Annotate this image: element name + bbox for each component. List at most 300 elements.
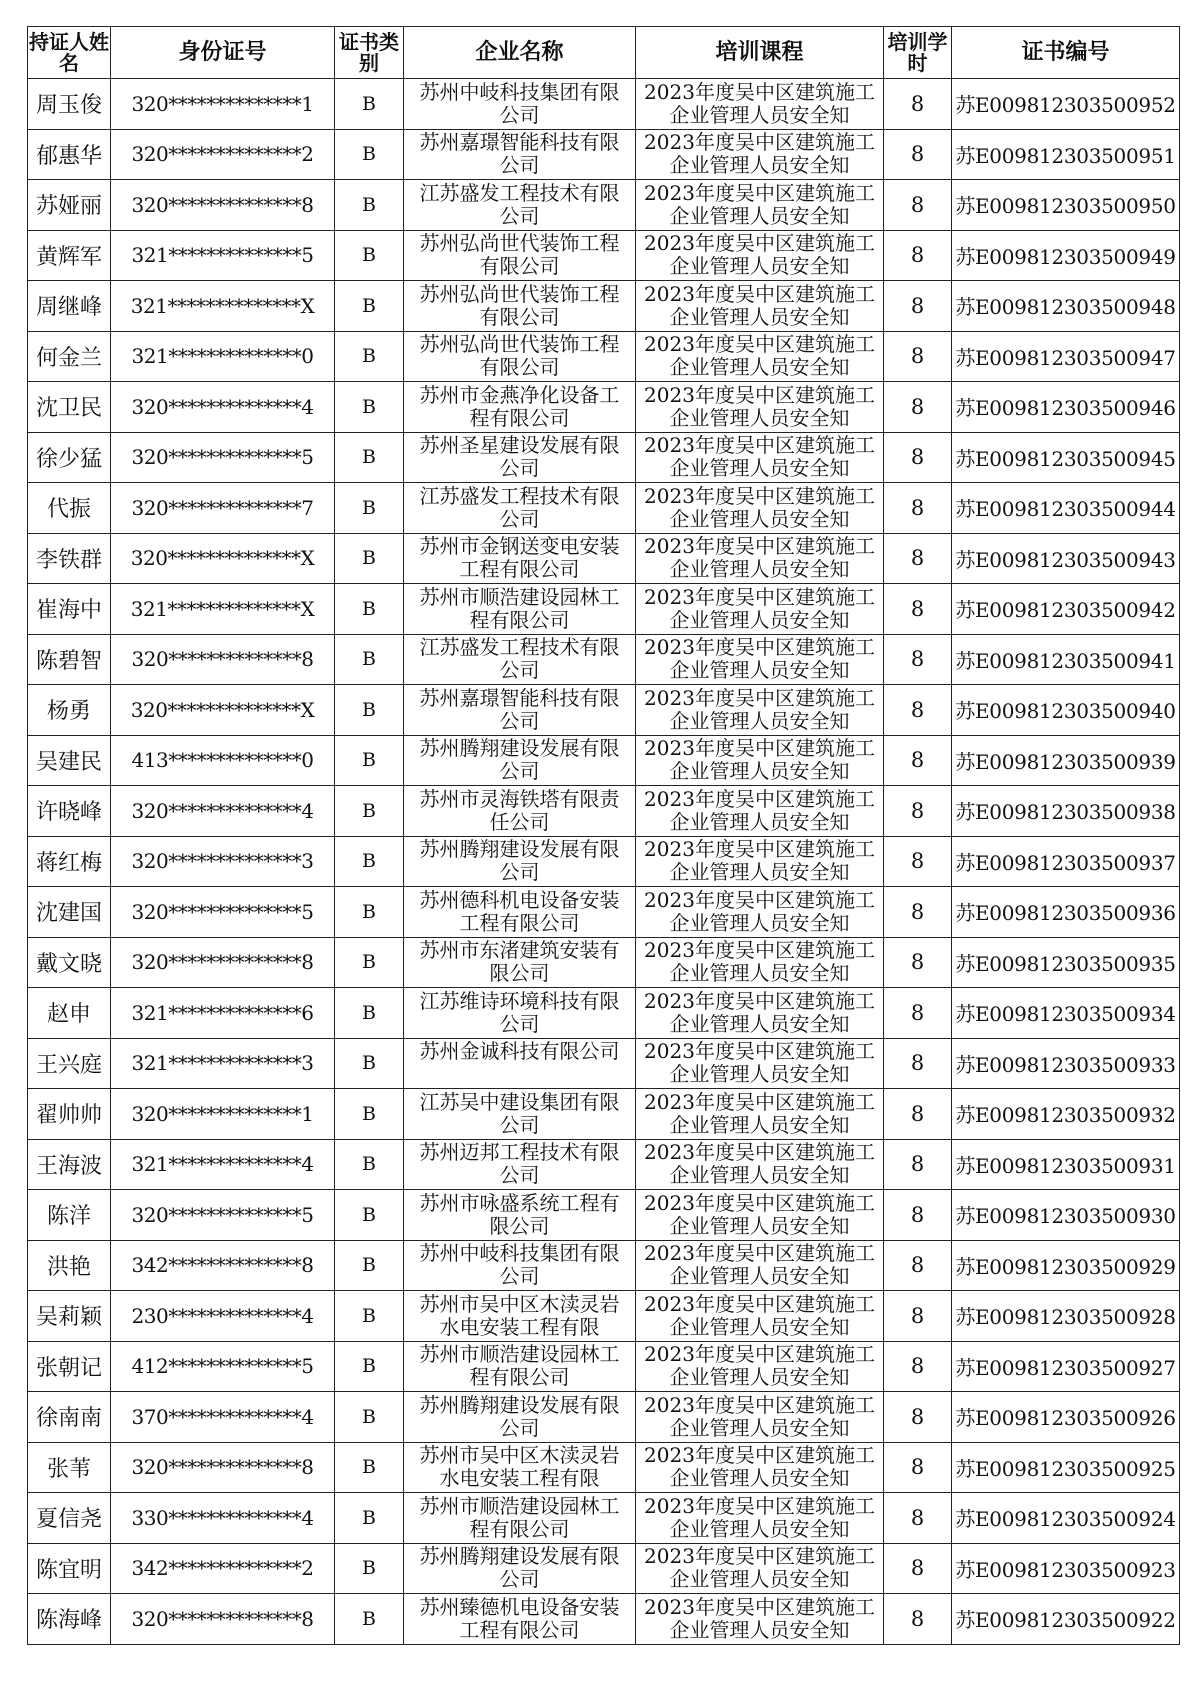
training-course-cell-text: 2023年度吴中区建筑施工企业管理人员安全知 xyxy=(644,80,875,127)
company-name-cell-text: 苏州腾翔建设发展有限公司 xyxy=(419,1545,620,1592)
cert-category-cell: B xyxy=(335,1392,404,1443)
table-row xyxy=(28,129,1180,180)
cert-category-cell: B xyxy=(335,79,404,130)
id-number-cell: 320**************8 xyxy=(111,180,335,231)
training-course-cell xyxy=(636,382,884,433)
company-name-cell xyxy=(404,1089,636,1140)
training-hours-cell: 8 xyxy=(884,382,952,433)
header-training-course: 培训课程 xyxy=(636,27,884,79)
training-course-cell-text: 2023年度吴中区建筑施工企业管理人员安全知 xyxy=(644,181,875,228)
table-body xyxy=(28,79,1180,1645)
company-name-cell xyxy=(404,1442,636,1493)
training-hours-cell: 8 xyxy=(884,887,952,938)
id-number-cell: 320**************5 xyxy=(111,1190,335,1241)
training-course-cell xyxy=(636,1392,884,1443)
company-name-cell-text: 苏州弘尚世代装饰工程有限公司 xyxy=(419,232,620,279)
training-course-cell-text: 2023年度吴中区建筑施工企业管理人员安全知 xyxy=(644,1494,875,1541)
company-name-cell-text: 江苏盛发工程技术有限公司 xyxy=(419,484,620,531)
training-course-cell-text: 2023年度吴中区建筑施工企业管理人员安全知 xyxy=(644,434,875,481)
holder-name-cell: 戴文晓 xyxy=(28,937,111,988)
training-course-cell xyxy=(636,634,884,685)
table-row xyxy=(28,1139,1180,1190)
cert-category-cell: B xyxy=(335,331,404,382)
company-name-cell xyxy=(404,432,636,483)
cert-number-cell: 苏E009812303500948 xyxy=(952,281,1180,332)
company-name-cell xyxy=(404,382,636,433)
training-course-cell-text: 2023年度吴中区建筑施工企业管理人员安全知 xyxy=(644,1292,875,1339)
table-row xyxy=(28,634,1180,685)
company-name-cell xyxy=(404,79,636,130)
holder-name-cell: 陈宜明 xyxy=(28,1543,111,1594)
cert-category-cell: B xyxy=(335,180,404,231)
holder-name-cell: 吴莉颖 xyxy=(28,1291,111,1342)
training-course-cell-text: 2023年度吴中区建筑施工企业管理人员安全知 xyxy=(644,1595,875,1642)
training-hours-cell: 8 xyxy=(884,281,952,332)
company-name-cell-text: 苏州市吴中区木渎灵岩水电安装工程有限 xyxy=(419,1444,620,1491)
cert-number-cell: 苏E009812303500936 xyxy=(952,887,1180,938)
id-number-cell: 320**************3 xyxy=(111,836,335,887)
cert-number-cell: 苏E009812303500924 xyxy=(952,1493,1180,1544)
cert-category-cell: B xyxy=(335,1190,404,1241)
company-name-cell xyxy=(404,1038,636,1089)
company-name-cell xyxy=(404,230,636,281)
company-name-cell-text: 江苏盛发工程技术有限公司 xyxy=(419,181,620,228)
training-hours-cell: 8 xyxy=(884,79,952,130)
company-name-cell-text: 苏州腾翔建设发展有限公司 xyxy=(419,838,620,885)
training-course-cell xyxy=(636,584,884,635)
company-name-cell-text: 苏州德科机电设备安装工程有限公司 xyxy=(419,888,620,935)
cert-category-cell: B xyxy=(335,1341,404,1392)
table-row xyxy=(28,988,1180,1039)
id-number-cell: 321**************6 xyxy=(111,988,335,1039)
training-course-cell xyxy=(636,230,884,281)
holder-name-cell: 陈洋 xyxy=(28,1190,111,1241)
cert-category-cell: B xyxy=(335,432,404,483)
header-cert-number: 证书编号 xyxy=(952,27,1180,79)
table-row xyxy=(28,180,1180,231)
training-hours-cell: 8 xyxy=(884,584,952,635)
company-name-cell-text: 苏州市吴中区木渎灵岩水电安装工程有限 xyxy=(419,1292,620,1339)
cert-category-cell: B xyxy=(335,887,404,938)
header-holder-name: 持证人姓名 xyxy=(28,27,111,79)
holder-name-cell: 苏娅丽 xyxy=(28,180,111,231)
table-row xyxy=(28,1594,1180,1645)
company-name-cell xyxy=(404,1543,636,1594)
training-hours-cell: 8 xyxy=(884,937,952,988)
holder-name-cell: 张朝记 xyxy=(28,1341,111,1392)
table-row xyxy=(28,533,1180,584)
company-name-cell-text: 苏州迈邦工程技术有限公司 xyxy=(419,1141,620,1188)
cert-number-cell: 苏E009812303500946 xyxy=(952,382,1180,433)
cert-category-cell: B xyxy=(335,1543,404,1594)
company-name-cell xyxy=(404,1392,636,1443)
training-hours-cell: 8 xyxy=(884,129,952,180)
table-row xyxy=(28,382,1180,433)
table-row xyxy=(28,1493,1180,1544)
table-row xyxy=(28,230,1180,281)
training-course-cell-text: 2023年度吴中区建筑施工企业管理人员安全知 xyxy=(644,232,875,279)
id-number-cell: 330**************4 xyxy=(111,1493,335,1544)
training-course-cell xyxy=(636,79,884,130)
company-name-cell-text: 苏州臻德机电设备安装工程有限公司 xyxy=(419,1595,620,1642)
id-number-cell: 320**************8 xyxy=(111,1594,335,1645)
id-number-cell: 230**************4 xyxy=(111,1291,335,1342)
company-name-cell-text: 苏州嘉璟智能科技有限公司 xyxy=(419,131,620,178)
table-row xyxy=(28,1341,1180,1392)
company-name-cell xyxy=(404,685,636,736)
training-hours-cell: 8 xyxy=(884,1190,952,1241)
company-name-cell-text: 苏州金诚科技有限公司 xyxy=(419,1040,620,1064)
cert-number-cell: 苏E009812303500932 xyxy=(952,1089,1180,1140)
training-course-cell xyxy=(636,1493,884,1544)
training-course-cell xyxy=(636,685,884,736)
training-course-cell xyxy=(636,432,884,483)
id-number-cell: 320**************1 xyxy=(111,79,335,130)
training-course-cell xyxy=(636,1089,884,1140)
id-number-cell: 321**************5 xyxy=(111,230,335,281)
training-course-cell xyxy=(636,1038,884,1089)
cert-number-cell: 苏E009812303500925 xyxy=(952,1442,1180,1493)
holder-name-cell: 陈碧智 xyxy=(28,634,111,685)
training-course-cell xyxy=(636,1139,884,1190)
company-name-cell-text: 苏州市咏盛系统工程有限公司 xyxy=(419,1191,620,1238)
company-name-cell xyxy=(404,584,636,635)
id-number-cell: 320**************8 xyxy=(111,937,335,988)
holder-name-cell: 何金兰 xyxy=(28,331,111,382)
company-name-cell-text: 苏州嘉璟智能科技有限公司 xyxy=(419,686,620,733)
company-name-cell-text: 苏州中岐科技集团有限公司 xyxy=(419,1242,620,1289)
company-name-cell-text: 苏州腾翔建设发展有限公司 xyxy=(419,1393,620,1440)
id-number-cell: 321**************3 xyxy=(111,1038,335,1089)
training-course-cell xyxy=(636,937,884,988)
id-number-cell: 342**************8 xyxy=(111,1240,335,1291)
header-training-hours: 培训学时 xyxy=(884,27,952,79)
training-hours-cell: 8 xyxy=(884,180,952,231)
id-number-cell: 320**************1 xyxy=(111,1089,335,1140)
training-course-cell-text: 2023年度吴中区建筑施工企业管理人员安全知 xyxy=(644,282,875,329)
table-row xyxy=(28,483,1180,534)
training-course-cell xyxy=(636,533,884,584)
cert-category-cell: B xyxy=(335,230,404,281)
training-course-cell-text: 2023年度吴中区建筑施工企业管理人员安全知 xyxy=(644,1545,875,1592)
training-course-cell-text: 2023年度吴中区建筑施工企业管理人员安全知 xyxy=(644,1141,875,1188)
company-name-cell xyxy=(404,1594,636,1645)
cert-number-cell: 苏E009812303500952 xyxy=(952,79,1180,130)
holder-name-cell: 吴建民 xyxy=(28,735,111,786)
training-hours-cell: 8 xyxy=(884,432,952,483)
table-row xyxy=(28,735,1180,786)
cert-category-cell: B xyxy=(335,836,404,887)
id-number-cell: 342**************2 xyxy=(111,1543,335,1594)
company-name-cell-text: 苏州市灵海铁塔有限责任公司 xyxy=(419,787,620,834)
cert-category-cell: B xyxy=(335,483,404,534)
holder-name-cell: 徐南南 xyxy=(28,1392,111,1443)
table-row xyxy=(28,1190,1180,1241)
training-course-cell-text: 2023年度吴中区建筑施工企业管理人员安全知 xyxy=(644,1040,875,1087)
table-row xyxy=(28,79,1180,130)
cert-number-cell: 苏E009812303500942 xyxy=(952,584,1180,635)
cert-category-cell: B xyxy=(335,988,404,1039)
company-name-cell xyxy=(404,1493,636,1544)
holder-name-cell: 杨勇 xyxy=(28,685,111,736)
cert-category-cell: B xyxy=(335,1442,404,1493)
cert-number-cell: 苏E009812303500939 xyxy=(952,735,1180,786)
company-name-cell xyxy=(404,735,636,786)
company-name-cell-text: 苏州市金钢送变电安装工程有限公司 xyxy=(419,535,620,582)
training-hours-cell: 8 xyxy=(884,483,952,534)
cert-number-cell: 苏E009812303500937 xyxy=(952,836,1180,887)
cert-number-cell: 苏E009812303500949 xyxy=(952,230,1180,281)
cert-category-cell: B xyxy=(335,129,404,180)
table-row xyxy=(28,1038,1180,1089)
cert-number-cell: 苏E009812303500943 xyxy=(952,533,1180,584)
training-hours-cell: 8 xyxy=(884,988,952,1039)
cert-category-cell: B xyxy=(335,786,404,837)
company-name-cell xyxy=(404,331,636,382)
table-row xyxy=(28,937,1180,988)
training-hours-cell: 8 xyxy=(884,1594,952,1645)
company-name-cell-text: 苏州圣星建设发展有限公司 xyxy=(419,434,620,481)
training-course-cell-text: 2023年度吴中区建筑施工企业管理人员安全知 xyxy=(644,838,875,885)
cert-number-cell: 苏E009812303500940 xyxy=(952,685,1180,736)
training-course-cell-text: 2023年度吴中区建筑施工企业管理人员安全知 xyxy=(644,1242,875,1289)
training-course-cell-text: 2023年度吴中区建筑施工企业管理人员安全知 xyxy=(644,535,875,582)
cert-number-cell: 苏E009812303500941 xyxy=(952,634,1180,685)
training-hours-cell: 8 xyxy=(884,786,952,837)
training-course-cell-text: 2023年度吴中区建筑施工企业管理人员安全知 xyxy=(644,383,875,430)
holder-name-cell: 王海波 xyxy=(28,1139,111,1190)
company-name-cell-text: 苏州市顺浩建设园林工程有限公司 xyxy=(419,585,620,632)
training-course-cell-text: 2023年度吴中区建筑施工企业管理人员安全知 xyxy=(644,1444,875,1491)
training-course-cell xyxy=(636,786,884,837)
cert-category-cell: B xyxy=(335,382,404,433)
id-number-cell: 320**************2 xyxy=(111,129,335,180)
training-hours-cell: 8 xyxy=(884,685,952,736)
header-company-name: 企业名称 xyxy=(404,27,636,79)
id-number-cell: 320**************5 xyxy=(111,887,335,938)
cert-number-cell: 苏E009812303500933 xyxy=(952,1038,1180,1089)
training-course-cell-text: 2023年度吴中区建筑施工企业管理人员安全知 xyxy=(644,484,875,531)
cert-number-cell: 苏E009812303500945 xyxy=(952,432,1180,483)
table-row xyxy=(28,331,1180,382)
company-name-cell-text: 江苏维诗环境科技有限公司 xyxy=(419,989,620,1036)
training-hours-cell: 8 xyxy=(884,1089,952,1140)
holder-name-cell: 陈海峰 xyxy=(28,1594,111,1645)
training-hours-cell: 8 xyxy=(884,1341,952,1392)
holder-name-cell: 蒋红梅 xyxy=(28,836,111,887)
cert-category-cell: B xyxy=(335,1493,404,1544)
holder-name-cell: 李铁群 xyxy=(28,533,111,584)
training-hours-cell: 8 xyxy=(884,1240,952,1291)
training-hours-cell: 8 xyxy=(884,1493,952,1544)
cert-number-cell: 苏E009812303500928 xyxy=(952,1291,1180,1342)
holder-name-cell: 张苇 xyxy=(28,1442,111,1493)
training-course-cell-text: 2023年度吴中区建筑施工企业管理人员安全知 xyxy=(644,333,875,380)
training-course-cell xyxy=(636,1594,884,1645)
id-number-cell: 370**************4 xyxy=(111,1392,335,1443)
training-course-cell xyxy=(636,1190,884,1241)
cert-number-cell: 苏E009812303500923 xyxy=(952,1543,1180,1594)
training-hours-cell: 8 xyxy=(884,331,952,382)
table-row xyxy=(28,1240,1180,1291)
id-number-cell: 320**************8 xyxy=(111,1442,335,1493)
training-course-cell xyxy=(636,887,884,938)
cert-category-cell: B xyxy=(335,1038,404,1089)
training-course-cell-text: 2023年度吴中区建筑施工企业管理人员安全知 xyxy=(644,1393,875,1440)
table-row xyxy=(28,1442,1180,1493)
holder-name-cell: 沈卫民 xyxy=(28,382,111,433)
id-number-cell: 413**************0 xyxy=(111,735,335,786)
company-name-cell-text: 苏州弘尚世代装饰工程有限公司 xyxy=(419,282,620,329)
table-row xyxy=(28,432,1180,483)
company-name-cell xyxy=(404,483,636,534)
table-row xyxy=(28,685,1180,736)
cert-number-cell: 苏E009812303500930 xyxy=(952,1190,1180,1241)
cert-category-cell: B xyxy=(335,1139,404,1190)
id-number-cell: 412**************5 xyxy=(111,1341,335,1392)
id-number-cell: 320**************4 xyxy=(111,786,335,837)
training-course-cell-text: 2023年度吴中区建筑施工企业管理人员安全知 xyxy=(644,888,875,935)
table-row xyxy=(28,584,1180,635)
header-id-number: 身份证号 xyxy=(111,27,335,79)
cert-number-cell: 苏E009812303500951 xyxy=(952,129,1180,180)
holder-name-cell: 许晓峰 xyxy=(28,786,111,837)
id-number-cell: 320**************X xyxy=(111,685,335,736)
cert-number-cell: 苏E009812303500929 xyxy=(952,1240,1180,1291)
cert-category-cell: B xyxy=(335,685,404,736)
company-name-cell-text: 江苏吴中建设集团有限公司 xyxy=(419,1090,620,1137)
training-course-cell-text: 2023年度吴中区建筑施工企业管理人员安全知 xyxy=(644,686,875,733)
training-course-cell xyxy=(636,180,884,231)
training-course-cell xyxy=(636,129,884,180)
table-row xyxy=(28,887,1180,938)
company-name-cell xyxy=(404,836,636,887)
id-number-cell: 321**************0 xyxy=(111,331,335,382)
holder-name-cell: 代振 xyxy=(28,483,111,534)
company-name-cell xyxy=(404,129,636,180)
company-name-cell-text: 江苏盛发工程技术有限公司 xyxy=(419,636,620,683)
training-hours-cell: 8 xyxy=(884,1038,952,1089)
company-name-cell xyxy=(404,1291,636,1342)
company-name-cell xyxy=(404,1190,636,1241)
header-row xyxy=(28,27,1180,79)
id-number-cell: 320**************8 xyxy=(111,634,335,685)
training-course-cell-text: 2023年度吴中区建筑施工企业管理人员安全知 xyxy=(644,585,875,632)
cert-category-cell: B xyxy=(335,533,404,584)
training-course-cell-text: 2023年度吴中区建筑施工企业管理人员安全知 xyxy=(644,939,875,986)
cert-number-cell: 苏E009812303500950 xyxy=(952,180,1180,231)
table-row xyxy=(28,1392,1180,1443)
company-name-cell-text: 苏州市东渚建筑安装有限公司 xyxy=(419,939,620,986)
table-row xyxy=(28,786,1180,837)
cert-category-cell: B xyxy=(335,1089,404,1140)
company-name-cell-text: 苏州弘尚世代装饰工程有限公司 xyxy=(419,333,620,380)
cert-category-cell: B xyxy=(335,584,404,635)
training-course-cell xyxy=(636,735,884,786)
company-name-cell xyxy=(404,533,636,584)
company-name-cell xyxy=(404,281,636,332)
cert-number-cell: 苏E009812303500934 xyxy=(952,988,1180,1039)
cert-number-cell: 苏E009812303500926 xyxy=(952,1392,1180,1443)
training-course-cell xyxy=(636,836,884,887)
cert-number-cell: 苏E009812303500935 xyxy=(952,937,1180,988)
training-course-cell-text: 2023年度吴中区建筑施工企业管理人员安全知 xyxy=(644,787,875,834)
training-hours-cell: 8 xyxy=(884,735,952,786)
training-hours-cell: 8 xyxy=(884,1392,952,1443)
id-number-cell: 320**************X xyxy=(111,533,335,584)
holder-name-cell: 郁惠华 xyxy=(28,129,111,180)
company-name-cell xyxy=(404,937,636,988)
training-hours-cell: 8 xyxy=(884,533,952,584)
table-row xyxy=(28,281,1180,332)
training-course-cell-text: 2023年度吴中区建筑施工企业管理人员安全知 xyxy=(644,636,875,683)
training-hours-cell: 8 xyxy=(884,1543,952,1594)
holder-name-cell: 夏信尧 xyxy=(28,1493,111,1544)
training-course-cell xyxy=(636,1442,884,1493)
cert-category-cell: B xyxy=(335,1291,404,1342)
training-course-cell-text: 2023年度吴中区建筑施工企业管理人员安全知 xyxy=(644,1343,875,1390)
company-name-cell xyxy=(404,1240,636,1291)
cert-number-cell: 苏E009812303500944 xyxy=(952,483,1180,534)
table-row xyxy=(28,1291,1180,1342)
cert-category-cell: B xyxy=(335,937,404,988)
training-hours-cell: 8 xyxy=(884,1291,952,1342)
company-name-cell xyxy=(404,988,636,1039)
training-course-cell xyxy=(636,1341,884,1392)
company-name-cell xyxy=(404,1341,636,1392)
holder-name-cell: 周玉俊 xyxy=(28,79,111,130)
holder-name-cell: 洪艳 xyxy=(28,1240,111,1291)
company-name-cell-text: 苏州腾翔建设发展有限公司 xyxy=(419,737,620,784)
company-name-cell xyxy=(404,634,636,685)
certificate-table xyxy=(27,26,1180,1645)
company-name-cell xyxy=(404,887,636,938)
cert-category-cell: B xyxy=(335,634,404,685)
holder-name-cell: 周继峰 xyxy=(28,281,111,332)
company-name-cell xyxy=(404,1139,636,1190)
training-course-cell xyxy=(636,483,884,534)
training-course-cell xyxy=(636,1240,884,1291)
id-number-cell: 321**************X xyxy=(111,281,335,332)
training-course-cell xyxy=(636,988,884,1039)
table-row xyxy=(28,1543,1180,1594)
header-cert-category: 证书类别 xyxy=(335,27,404,79)
cert-number-cell: 苏E009812303500927 xyxy=(952,1341,1180,1392)
company-name-cell xyxy=(404,180,636,231)
training-course-cell xyxy=(636,281,884,332)
training-hours-cell: 8 xyxy=(884,634,952,685)
company-name-cell xyxy=(404,786,636,837)
training-hours-cell: 8 xyxy=(884,1139,952,1190)
holder-name-cell: 翟帅帅 xyxy=(28,1089,111,1140)
table-row xyxy=(28,836,1180,887)
holder-name-cell: 王兴庭 xyxy=(28,1038,111,1089)
company-name-cell-text: 苏州市顺浩建设园林工程有限公司 xyxy=(419,1494,620,1541)
company-name-cell-text: 苏州市金燕净化设备工程有限公司 xyxy=(419,383,620,430)
cert-number-cell: 苏E009812303500931 xyxy=(952,1139,1180,1190)
cert-number-cell: 苏E009812303500922 xyxy=(952,1594,1180,1645)
cert-category-cell: B xyxy=(335,281,404,332)
company-name-cell-text: 苏州中岐科技集团有限公司 xyxy=(419,80,620,127)
cert-category-cell: B xyxy=(335,1594,404,1645)
holder-name-cell: 赵申 xyxy=(28,988,111,1039)
training-course-cell-text: 2023年度吴中区建筑施工企业管理人员安全知 xyxy=(644,1090,875,1137)
training-course-cell-text: 2023年度吴中区建筑施工企业管理人员安全知 xyxy=(644,1191,875,1238)
training-course-cell-text: 2023年度吴中区建筑施工企业管理人员安全知 xyxy=(644,131,875,178)
training-course-cell xyxy=(636,331,884,382)
training-hours-cell: 8 xyxy=(884,836,952,887)
holder-name-cell: 沈建国 xyxy=(28,887,111,938)
